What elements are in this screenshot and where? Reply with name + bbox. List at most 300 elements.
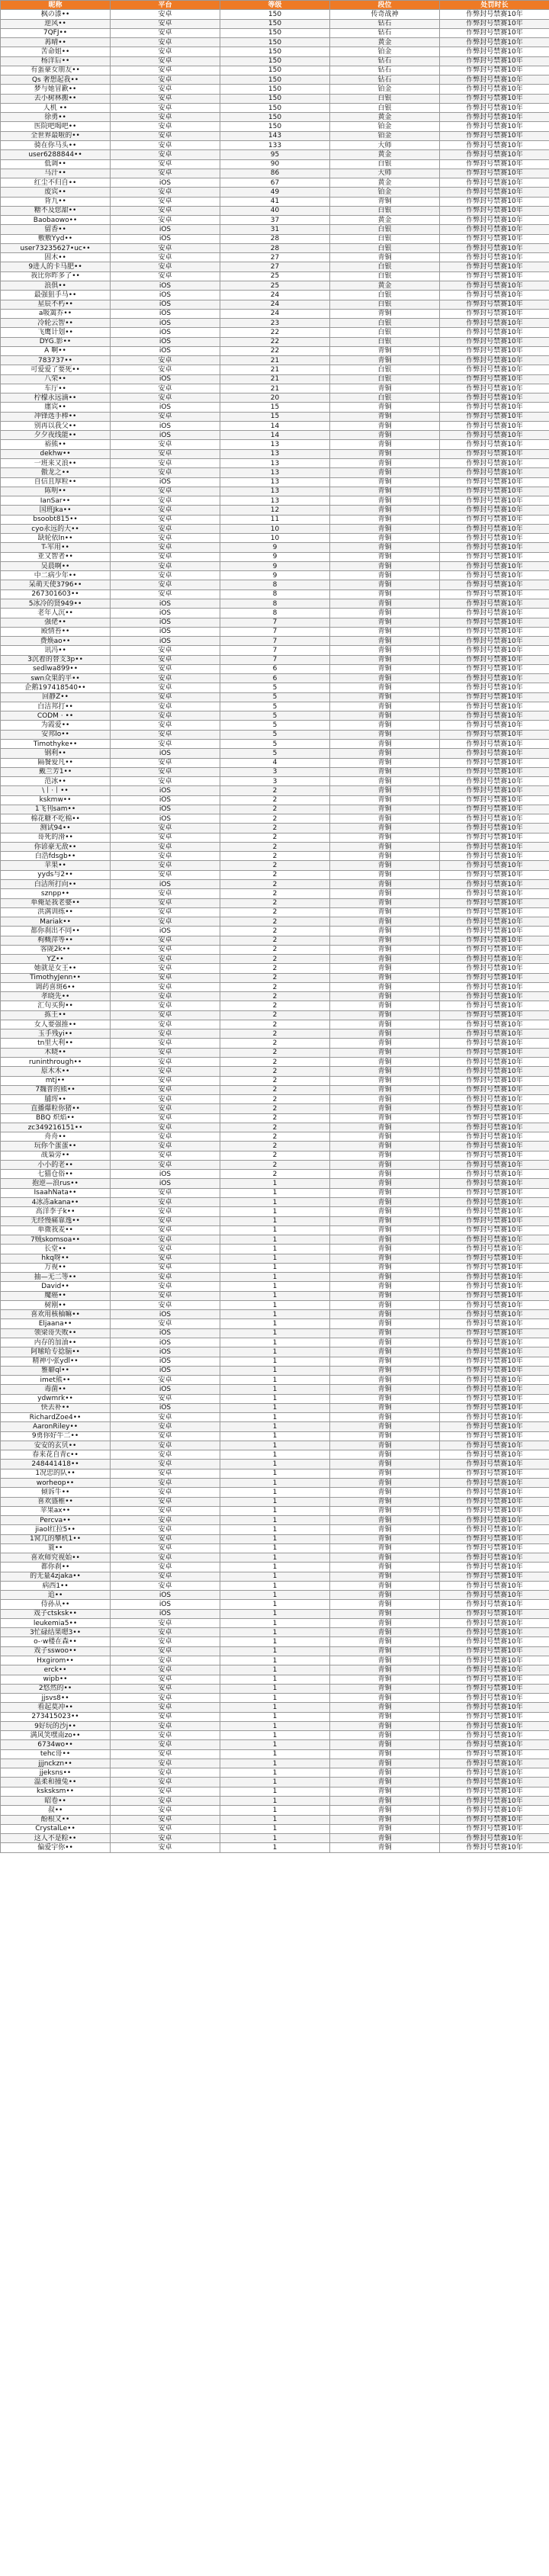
cell-platform: 安卓 (111, 1740, 220, 1749)
table-body (1, 10, 549, 1852)
cell-level: 13 (220, 487, 330, 496)
cell-nickname: 玉手残yi•• (1, 1029, 111, 1039)
cell-level: 1 (220, 1525, 330, 1534)
table-header (1, 1, 549, 10)
cell-penalty: 作弊封号禁赛10年 (440, 1142, 549, 1151)
cell-platform: 安卓 (111, 1235, 220, 1245)
cell-penalty: 作弊封号禁赛10年 (440, 618, 549, 627)
table-row (1, 609, 549, 618)
table-row (1, 1797, 549, 1806)
table-row (1, 1085, 549, 1094)
cell-rank: 青铜 (330, 1254, 440, 1263)
table-row (1, 28, 549, 37)
cell-nickname: 高洋李子k•• (1, 1207, 111, 1216)
cell-platform: iOS (111, 374, 220, 384)
cell-nickname: 裕熊•• (1, 440, 111, 449)
cell-platform: 安卓 (111, 1712, 220, 1721)
cell-level: 2 (220, 1095, 330, 1104)
cell-rank: 黄金 (330, 38, 440, 47)
cell-nickname: AaronRiley•• (1, 1422, 111, 1431)
cell-nickname: 枸概萍等•• (1, 936, 111, 945)
cell-nickname: 春来花自青c•• (1, 1450, 111, 1460)
cell-level: 2 (220, 879, 330, 888)
cell-penalty: 作弊封号禁赛10年 (440, 1525, 549, 1534)
cell-platform: 安卓 (111, 1572, 220, 1581)
cell-nickname: 废宾•• (1, 188, 111, 197)
table-row (1, 1010, 549, 1020)
cell-penalty: 作弊封号禁赛10年 (440, 1058, 549, 1067)
cell-level: 1 (220, 1394, 330, 1403)
cell-penalty: 作弊封号禁赛10年 (440, 421, 549, 430)
cell-rank: 青铜 (330, 1553, 440, 1563)
cell-penalty: 作弊封号禁赛10年 (440, 1543, 549, 1553)
cell-penalty: 作弊封号禁赛10年 (440, 609, 549, 618)
cell-penalty: 作弊封号禁赛10年 (440, 1488, 549, 1497)
cell-platform: 安卓 (111, 1010, 220, 1020)
cell-nickname: CODM · •• (1, 711, 111, 721)
cell-rank: 青铜 (330, 1235, 440, 1245)
cell-nickname: 红尘不归自•• (1, 178, 111, 188)
cell-platform: 安卓 (111, 936, 220, 945)
cell-nickname: 夕夕夜线能•• (1, 431, 111, 440)
table-row (1, 309, 549, 318)
cell-rank: 青铜 (330, 506, 440, 515)
cell-platform: 安卓 (111, 1563, 220, 1572)
cell-platform: 安卓 (111, 824, 220, 833)
table-row (1, 1516, 549, 1525)
cell-rank: 青铜 (330, 487, 440, 496)
table-row (1, 431, 549, 440)
table-row (1, 1712, 549, 1721)
cell-platform: 安卓 (111, 1843, 220, 1852)
cell-nickname: 缺轮依ln•• (1, 534, 111, 543)
cell-penalty: 作弊封号禁赛10年 (440, 346, 549, 355)
cell-level: 5 (220, 721, 330, 730)
table-row (1, 56, 549, 66)
cell-level: 1 (220, 1815, 330, 1824)
cell-level: 2 (220, 842, 330, 851)
cell-penalty: 作弊封号禁赛10年 (440, 1441, 549, 1450)
table-row (1, 150, 549, 159)
cell-penalty: 作弊封号禁赛10年 (440, 1460, 549, 1469)
cell-platform: 安卓 (111, 1207, 220, 1216)
table-row (1, 1104, 549, 1113)
table-row (1, 1497, 549, 1506)
cell-platform: 安卓 (111, 955, 220, 964)
cell-penalty: 作弊封号禁赛10年 (440, 459, 549, 468)
cell-level: 1 (220, 1497, 330, 1506)
cell-nickname: 阿嗦哈专捻脑•• (1, 1347, 111, 1357)
cell-penalty: 作弊封号禁赛10年 (440, 1646, 549, 1656)
cell-nickname: Hxgirom•• (1, 1656, 111, 1665)
cell-rank: 青铜 (330, 571, 440, 580)
cell-level: 150 (220, 38, 330, 47)
cell-nickname: 浪俱•• (1, 281, 111, 290)
cell-penalty: 作弊封号禁赛10年 (440, 945, 549, 954)
cell-rank: 青铜 (330, 758, 440, 767)
cell-penalty: 作弊封号禁赛10年 (440, 1675, 549, 1684)
cell-rank: 钻石 (330, 56, 440, 66)
cell-platform: iOS (111, 1385, 220, 1394)
cell-rank: 青铜 (330, 1245, 440, 1254)
cell-platform: 安卓 (111, 870, 220, 879)
cell-platform: 安卓 (111, 580, 220, 589)
table-row (1, 1357, 549, 1366)
table-row (1, 1656, 549, 1665)
cell-level: 3 (220, 777, 330, 786)
table-row (1, 842, 549, 851)
cell-nickname: 冷轮云智•• (1, 319, 111, 328)
cell-penalty: 作弊封号禁赛10年 (440, 384, 549, 393)
cell-penalty: 作弊封号禁赛10年 (440, 711, 549, 721)
table-row (1, 1263, 549, 1272)
cell-platform: 安卓 (111, 571, 220, 580)
cell-level: 2 (220, 795, 330, 805)
cell-penalty: 作弊封号禁赛10年 (440, 1469, 549, 1478)
cell-platform: 安卓 (111, 1020, 220, 1029)
table-row (1, 1703, 549, 1712)
cell-platform: 安卓 (111, 150, 220, 159)
cell-nickname: kskmw•• (1, 795, 111, 805)
table-row (1, 702, 549, 711)
cell-nickname: 星辰不朽•• (1, 300, 111, 309)
cell-platform: iOS (111, 805, 220, 814)
cell-penalty: 作弊封号禁赛10年 (440, 440, 549, 449)
cell-level: 25 (220, 271, 330, 281)
cell-platform: 安卓 (111, 1001, 220, 1010)
cell-nickname: 毒菌•• (1, 1385, 111, 1394)
cell-penalty: 作弊封号禁赛10年 (440, 1703, 549, 1712)
cell-penalty: 作弊封号禁赛10年 (440, 188, 549, 197)
cell-platform: 安卓 (111, 1703, 220, 1712)
cell-level: 1 (220, 1366, 330, 1375)
cell-platform: 安卓 (111, 1721, 220, 1730)
cell-penalty: 作弊封号禁赛10年 (440, 936, 549, 945)
table-row (1, 1684, 549, 1693)
cell-rank: 白银 (330, 159, 440, 169)
cell-rank: 青铜 (330, 197, 440, 206)
table-row (1, 178, 549, 188)
cell-rank: 青铜 (330, 1665, 440, 1675)
cell-level: 4 (220, 758, 330, 767)
table-row (1, 655, 549, 664)
cell-platform: iOS (111, 1347, 220, 1357)
cell-penalty: 作弊封号禁赛10年 (440, 964, 549, 973)
cell-penalty: 作弊封号禁赛10年 (440, 543, 549, 552)
table-row (1, 1460, 549, 1469)
cell-penalty: 作弊封号禁赛10年 (440, 1160, 549, 1169)
cell-rank: 青铜 (330, 477, 440, 487)
cell-penalty: 作弊封号禁赛10年 (440, 225, 549, 234)
table-row (1, 94, 549, 103)
cell-platform: 安卓 (111, 356, 220, 365)
cell-penalty: 作弊封号禁赛10年 (440, 468, 549, 477)
cell-penalty: 作弊封号禁赛10年 (440, 749, 549, 758)
cell-level: 1 (220, 1319, 330, 1328)
cell-level: 20 (220, 393, 330, 403)
cell-level: 27 (220, 262, 330, 271)
cell-rank: 青铜 (330, 1104, 440, 1113)
cell-rank: 青铜 (330, 580, 440, 589)
table-row (1, 1469, 549, 1478)
table-row (1, 1787, 549, 1796)
cell-nickname: 糖不及您甜•• (1, 206, 111, 215)
cell-rank: 青铜 (330, 524, 440, 533)
cell-rank: 青铜 (330, 842, 440, 851)
cell-rank: 青铜 (330, 805, 440, 814)
cell-rank: 钻石 (330, 28, 440, 37)
table-row (1, 1628, 549, 1637)
cell-nickname: jjeksns•• (1, 1768, 111, 1778)
cell-platform: 安卓 (111, 216, 220, 225)
cell-level: 2 (220, 870, 330, 879)
cell-level: 2 (220, 824, 330, 833)
cell-platform: 安卓 (111, 1675, 220, 1684)
table-row (1, 1543, 549, 1553)
cell-nickname: 7QFJ•• (1, 28, 111, 37)
cell-rank: 青铜 (330, 1394, 440, 1403)
table-row (1, 131, 549, 140)
cell-penalty: 作弊封号禁赛10年 (440, 842, 549, 851)
table-row (1, 122, 549, 131)
cell-platform: 安卓 (111, 1431, 220, 1441)
table-row (1, 1160, 549, 1169)
cell-level: 150 (220, 94, 330, 103)
cell-nickname: 单微我麦•• (1, 1225, 111, 1235)
cell-level: 21 (220, 384, 330, 393)
cell-penalty: 作弊封号禁赛10年 (440, 1778, 549, 1787)
cell-platform: 安卓 (111, 1160, 220, 1169)
cell-rank: 青铜 (330, 1497, 440, 1506)
table-row (1, 1394, 549, 1403)
table-row (1, 1235, 549, 1245)
cell-penalty: 作弊封号禁赛10年 (440, 870, 549, 879)
cell-penalty: 作弊封号禁赛10年 (440, 150, 549, 159)
cell-level: 2 (220, 945, 330, 954)
cell-rank: 青铜 (330, 739, 440, 748)
cell-penalty: 作弊封号禁赛10年 (440, 1273, 549, 1282)
cell-nickname: 七猫仓俗•• (1, 1170, 111, 1179)
cell-platform: 安卓 (111, 206, 220, 215)
cell-level: 31 (220, 225, 330, 234)
table-row (1, 870, 549, 879)
cell-platform: 安卓 (111, 1534, 220, 1543)
cell-platform: iOS (111, 1170, 220, 1179)
cell-level: 1 (220, 1609, 330, 1618)
cell-nickname: 昭卷•• (1, 1797, 111, 1806)
cell-rank: 青铜 (330, 534, 440, 543)
cell-nickname: 9好玩的沙j•• (1, 1721, 111, 1730)
cell-nickname: 国班Jka•• (1, 506, 111, 515)
cell-platform: iOS (111, 328, 220, 337)
cell-nickname: 亚又智者•• (1, 552, 111, 561)
cell-rank: 青铜 (330, 1516, 440, 1525)
cell-penalty: 作弊封号禁赛10年 (440, 1113, 549, 1123)
cell-platform: 安卓 (111, 973, 220, 982)
cell-level: 1 (220, 1310, 330, 1319)
cell-rank: 青铜 (330, 749, 440, 758)
cell-platform: 安卓 (111, 683, 220, 692)
cell-nickname: 木晓•• (1, 1048, 111, 1057)
cell-rank: 青铜 (330, 1338, 440, 1347)
cell-nickname: 范冰•• (1, 777, 111, 786)
cell-level: 13 (220, 468, 330, 477)
cell-rank: 青铜 (330, 496, 440, 506)
cell-rank: 青铜 (330, 936, 440, 945)
cell-penalty: 作弊封号禁赛10年 (440, 253, 549, 262)
cell-level: 40 (220, 206, 330, 215)
cell-penalty: 作弊封号禁赛10年 (440, 1787, 549, 1796)
cell-rank: 青铜 (330, 786, 440, 795)
table-row (1, 188, 549, 197)
cell-level: 1 (220, 1618, 330, 1627)
cell-level: 14 (220, 431, 330, 440)
cell-nickname: 6734wo•• (1, 1740, 111, 1749)
cell-level: 1 (220, 1797, 330, 1806)
table-row (1, 936, 549, 945)
cell-platform: iOS (111, 281, 220, 290)
cell-level: 2 (220, 814, 330, 824)
cell-platform: iOS (111, 1357, 220, 1366)
table-row (1, 384, 549, 393)
cell-nickname: 病西1•• (1, 1581, 111, 1590)
cell-level: 6 (220, 674, 330, 683)
cell-level: 1 (220, 1778, 330, 1787)
cell-nickname: 固木•• (1, 253, 111, 262)
cell-level: 13 (220, 449, 330, 458)
cell-penalty: 作弊封号禁赛10年 (440, 393, 549, 403)
table-row (1, 683, 549, 692)
table-row (1, 1646, 549, 1656)
cell-nickname: 3沉着的替支3p•• (1, 655, 111, 664)
cell-nickname: 满风笑嘿南zo•• (1, 1731, 111, 1740)
cell-platform: 安卓 (111, 1282, 220, 1291)
cell-rank: 青铜 (330, 1291, 440, 1300)
cell-nickname: 陈明•• (1, 487, 111, 496)
table-row (1, 85, 549, 94)
cell-platform: iOS (111, 786, 220, 795)
cell-platform: iOS (111, 1600, 220, 1609)
cell-platform: iOS (111, 346, 220, 355)
cell-penalty: 作弊封号禁赛10年 (440, 1310, 549, 1319)
cell-level: 2 (220, 917, 330, 927)
cell-penalty: 作弊封号禁赛10年 (440, 1497, 549, 1506)
table-row (1, 1319, 549, 1328)
cell-rank: 青铜 (330, 1572, 440, 1581)
cell-platform: 安卓 (111, 412, 220, 421)
cell-penalty: 作弊封号禁赛10年 (440, 898, 549, 907)
cell-platform: 安卓 (111, 515, 220, 524)
cell-nickname: user73235627•uc•• (1, 243, 111, 252)
cell-level: 11 (220, 515, 330, 524)
cell-nickname: 内存的加油•• (1, 1338, 111, 1347)
table-row (1, 982, 549, 991)
cell-rank: 铂金 (330, 47, 440, 56)
table-row (1, 534, 549, 543)
cell-level: 1 (220, 1263, 330, 1272)
cell-level: 2 (220, 1010, 330, 1020)
table-row (1, 1142, 549, 1151)
cell-level: 2 (220, 1001, 330, 1010)
cell-penalty: 作弊封号禁赛10年 (440, 1179, 549, 1188)
cell-level: 24 (220, 309, 330, 318)
cell-platform: 安卓 (111, 1834, 220, 1843)
cell-level: 7 (220, 627, 330, 636)
cell-rank: 青铜 (330, 1113, 440, 1123)
cell-platform: 安卓 (111, 1142, 220, 1151)
cell-rank: 青铜 (330, 1216, 440, 1225)
table-row (1, 1618, 549, 1627)
cell-level: 150 (220, 75, 330, 85)
cell-level: 1 (220, 1749, 330, 1759)
cell-platform: 安卓 (111, 1749, 220, 1759)
cell-penalty: 作弊封号禁赛10年 (440, 1170, 549, 1179)
cell-penalty: 作弊封号禁赛10年 (440, 1188, 549, 1197)
cell-penalty: 作弊封号禁赛10年 (440, 365, 549, 374)
cell-nickname: worheop•• (1, 1478, 111, 1487)
table-row (1, 599, 549, 609)
cell-level: 37 (220, 216, 330, 225)
cell-platform: iOS (111, 1591, 220, 1600)
cell-level: 15 (220, 412, 330, 421)
cell-rank: 青铜 (330, 1029, 440, 1039)
cell-platform: iOS (111, 309, 220, 318)
cell-nickname: 人机 •• (1, 103, 111, 112)
cell-penalty: 作弊封号禁赛10年 (440, 1563, 549, 1572)
table-row (1, 795, 549, 805)
cell-level: 1 (220, 1553, 330, 1563)
cell-level: 2 (220, 1020, 330, 1029)
cell-rank: 青铜 (330, 1684, 440, 1693)
cell-rank: 青铜 (330, 1469, 440, 1478)
cell-level: 13 (220, 459, 330, 468)
cell-penalty: 作弊封号禁赛10年 (440, 627, 549, 636)
cell-nickname: 苒晴•• (1, 38, 111, 47)
cell-rank: 青铜 (330, 356, 440, 365)
cell-rank: 青铜 (330, 1376, 440, 1385)
cell-nickname: 直播爆粒你猪•• (1, 1104, 111, 1113)
cell-penalty: 作弊封号禁赛10年 (440, 1263, 549, 1272)
cell-nickname: 的无量4zjaka•• (1, 1572, 111, 1581)
cell-penalty: 作弊封号禁赛10年 (440, 1403, 549, 1412)
table-row (1, 973, 549, 982)
cell-penalty: 作弊封号禁赛10年 (440, 1010, 549, 1020)
cell-platform: iOS (111, 814, 220, 824)
table-row (1, 786, 549, 795)
cell-penalty: 作弊封号禁赛10年 (440, 515, 549, 524)
cell-penalty: 作弊封号禁赛10年 (440, 1478, 549, 1487)
cell-level: 143 (220, 131, 330, 140)
cell-rank: 青铜 (330, 431, 440, 440)
cell-rank: 青铜 (330, 552, 440, 561)
cell-level: 2 (220, 898, 330, 907)
cell-platform: 安卓 (111, 1768, 220, 1778)
cell-nickname: 万视•• (1, 1263, 111, 1272)
cell-penalty: 作弊封号禁赛10年 (440, 889, 549, 898)
cell-nickname: 7魏普的熊•• (1, 1085, 111, 1094)
cell-rank: 铂金 (330, 85, 440, 94)
cell-nickname: ksksksm•• (1, 1787, 111, 1796)
cell-nickname: 戴兰芳1•• (1, 767, 111, 776)
cell-nickname: dekhw•• (1, 449, 111, 458)
cell-nickname: CrystalLe•• (1, 1824, 111, 1833)
cell-platform: 安卓 (111, 692, 220, 702)
cell-rank: 青铜 (330, 1207, 440, 1216)
table-row (1, 206, 549, 215)
cell-platform: 安卓 (111, 1394, 220, 1403)
cell-penalty: 作弊封号禁赛10年 (440, 1095, 549, 1104)
cell-rank: 黄金 (330, 150, 440, 159)
